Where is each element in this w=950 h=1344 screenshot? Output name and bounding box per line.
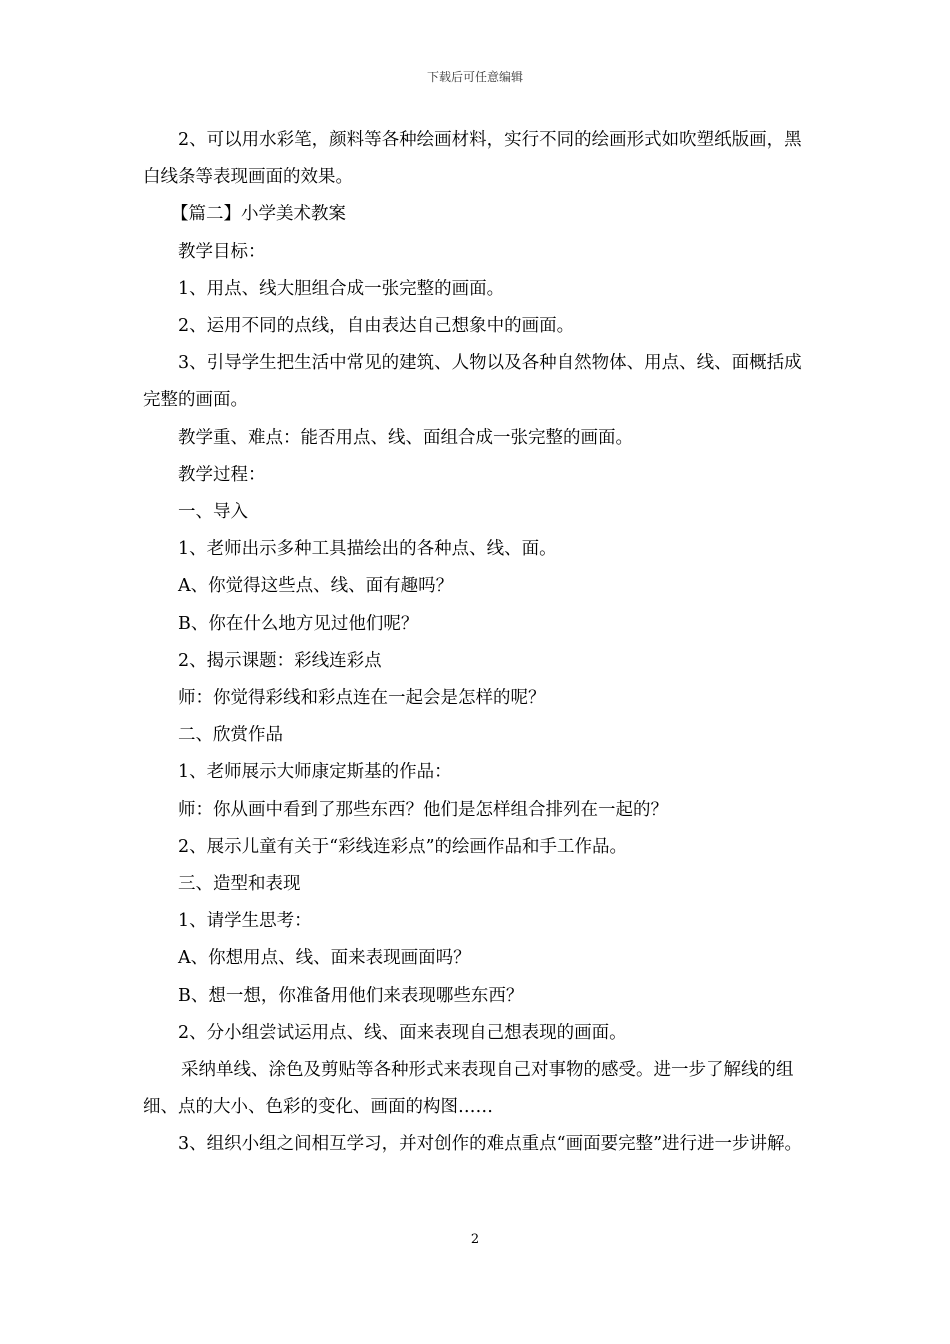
section-title: 【篇二】小学美术教案 bbox=[171, 204, 346, 225]
paragraph: 教学重、难点：能否用点、线、面组合成一张完整的画面。 bbox=[178, 427, 633, 448]
paragraph: 二、欣赏作品 bbox=[178, 725, 283, 746]
paragraph: 2、揭示课题：彩线连彩点 bbox=[178, 650, 382, 671]
paragraph: 师：你从画中看到了那些东西？他们是怎样组合排列在一起的？ bbox=[178, 799, 668, 820]
page-header: 下载后可任意编辑 bbox=[426, 70, 523, 84]
paragraph: 师：你觉得彩线和彩点连在一起会是怎样的呢？ bbox=[178, 688, 546, 709]
paragraph: 采纳单线、涂色及剪贴等各种形式来表现自己对事物的感受。进一步了解线的组细、点的大小、色彩的变化、画面的构图…… bbox=[143, 1060, 794, 1118]
paragraph: B、你在什么地方见过他们呢？ bbox=[178, 613, 419, 634]
paragraph: 一、导入 bbox=[178, 502, 248, 523]
paragraph: 3、引导学生把生活中常见的建筑、人物以及各种自然物体、用点、线、面概括成完整的画面。 bbox=[143, 353, 802, 411]
paragraph: 教学过程： bbox=[178, 464, 266, 485]
paragraph: A、你想用点、线、面来表现画面吗？ bbox=[178, 948, 471, 969]
paragraph: A、你觉得这些点、线、面有趣吗？ bbox=[178, 576, 454, 597]
paragraph: 2、展示儿童有关于“彩线连彩点”的绘画作品和手工作品。 bbox=[178, 836, 628, 857]
paragraph: 1、请学生思考： bbox=[178, 911, 312, 932]
paragraph: 2、分小组尝试运用点、线、面来表现自己想表现的画面。 bbox=[178, 1022, 627, 1043]
paragraph: 2、运用不同的点线，自由表达自己想象中的画面。 bbox=[178, 316, 575, 337]
document-body bbox=[143, 122, 808, 1164]
paragraph: 1、用点、线大胆组合成一张完整的画面。 bbox=[178, 278, 505, 299]
paragraph: 1、老师出示多种工具描绘出的各种点、线、面。 bbox=[178, 539, 557, 560]
paragraph: 三、造型和表现 bbox=[178, 874, 301, 895]
paragraph: 1、老师展示大师康定斯基的作品： bbox=[178, 762, 452, 783]
page-number: 2 bbox=[470, 1232, 480, 1247]
paragraph: 2、可以用水彩笔，颜料等各种绘画材料，实行不同的绘画形式如吹塑纸版画，黑白线条等表现画面的效果。 bbox=[143, 130, 802, 188]
paragraph: B、想一想，你准备用他们来表现哪些东西？ bbox=[178, 985, 524, 1006]
paragraph: 3、组织小组之间相互学习，并对创作的难点重点“画面要完整”进行进一步讲解。 bbox=[178, 1134, 803, 1155]
paragraph: 教学目标： bbox=[178, 241, 266, 262]
